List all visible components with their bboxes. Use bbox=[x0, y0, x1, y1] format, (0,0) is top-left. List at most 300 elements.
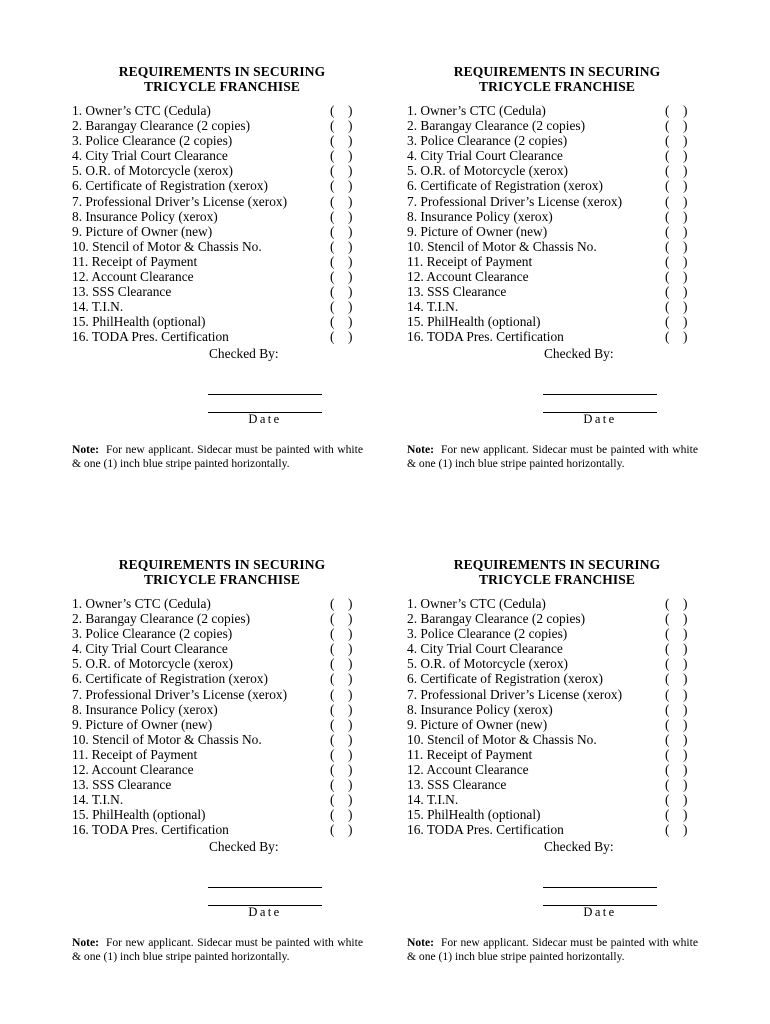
checkbox-close-paren: ) bbox=[348, 716, 353, 732]
checkbox-close-paren: ) bbox=[683, 284, 688, 300]
requirement-item bbox=[407, 792, 707, 807]
checkbox-open-paren: ( bbox=[665, 611, 670, 627]
requirement-label: 11. Receipt of Payment bbox=[72, 746, 198, 762]
checkbox-open-paren: ( bbox=[665, 269, 670, 285]
checked-by-label: Checked By: bbox=[544, 838, 614, 854]
checkbox-open-paren: ( bbox=[665, 284, 670, 300]
requirement-item bbox=[72, 299, 372, 314]
checkbox-close-paren: ) bbox=[683, 148, 688, 164]
requirement-item bbox=[407, 717, 707, 732]
requirement-item bbox=[407, 148, 707, 163]
note-text: For new applicant. Sidecar must be painted with white & one (1) inch blue stripe painted horizontally. bbox=[72, 935, 364, 963]
requirement-label: 5. O.R. of Motorcycle (xerox) bbox=[72, 163, 234, 179]
requirement-label: 11. Receipt of Payment bbox=[407, 253, 533, 269]
requirements-form-1 bbox=[72, 64, 372, 471]
checkbox-close-paren: ) bbox=[683, 626, 688, 642]
form-title-line2: TRICYCLE FRANCHISE bbox=[144, 79, 300, 94]
checkbox-open-paren: ( bbox=[330, 822, 335, 838]
requirement-item bbox=[407, 314, 707, 329]
requirement-item bbox=[72, 611, 372, 626]
checkbox-close-paren: ) bbox=[348, 284, 353, 300]
form-title-line1: REQUIREMENTS IN SECURING bbox=[453, 557, 661, 572]
requirement-label: 1. Owner’s CTC (Cedula) bbox=[72, 103, 211, 118]
checkbox-open-paren: ( bbox=[330, 792, 335, 808]
requirement-label: 13. SSS Clearance bbox=[407, 777, 507, 793]
requirement-item bbox=[72, 269, 372, 284]
requirement-label: 4. City Trial Court Clearance bbox=[407, 641, 563, 657]
checkbox-close-paren: ) bbox=[683, 253, 688, 269]
requirement-label: 13. SSS Clearance bbox=[72, 284, 172, 300]
requirement-label: 7. Professional Driver’s License (xerox) bbox=[72, 193, 288, 209]
requirement-label: 16. TODA Pres. Certification bbox=[72, 329, 229, 345]
checkbox-open-paren: ( bbox=[665, 208, 670, 224]
requirement-item bbox=[407, 807, 707, 822]
requirement-label: 7. Professional Driver’s License (xerox) bbox=[407, 686, 623, 702]
requirement-item bbox=[407, 777, 707, 792]
signature-line bbox=[208, 394, 322, 395]
requirement-label: 8. Insurance Policy (xerox) bbox=[72, 701, 218, 717]
requirement-item bbox=[407, 329, 707, 344]
checkbox-open-paren: ( bbox=[330, 163, 335, 179]
checkbox-open-paren: ( bbox=[330, 746, 335, 762]
requirement-item bbox=[72, 254, 372, 269]
requirement-label: 14. T.I.N. bbox=[72, 792, 124, 808]
checkbox-open-paren: ( bbox=[330, 208, 335, 224]
checkbox-open-paren: ( bbox=[330, 193, 335, 209]
requirement-item bbox=[407, 224, 707, 239]
checkbox-close-paren: ) bbox=[683, 103, 688, 118]
requirement-item bbox=[72, 103, 372, 118]
checkbox-close-paren: ) bbox=[683, 314, 688, 330]
requirement-label: 10. Stencil of Motor & Chassis No. bbox=[72, 731, 262, 747]
checkbox-close-paren: ) bbox=[348, 299, 353, 315]
checkbox-open-paren: ( bbox=[330, 253, 335, 269]
requirement-label: 2. Barangay Clearance (2 copies) bbox=[72, 118, 251, 134]
requirement-item bbox=[407, 671, 707, 686]
requirement-label: 15. PhilHealth (optional) bbox=[72, 807, 206, 823]
checkbox-close-paren: ) bbox=[683, 701, 688, 717]
checkbox-close-paren: ) bbox=[683, 269, 688, 285]
requirement-label: 15. PhilHealth (optional) bbox=[72, 314, 206, 330]
note-label: Note: bbox=[72, 442, 100, 456]
requirement-item bbox=[72, 163, 372, 178]
requirement-item bbox=[72, 822, 372, 837]
requirement-item bbox=[72, 747, 372, 762]
checkbox-open-paren: ( bbox=[330, 777, 335, 793]
checkbox-close-paren: ) bbox=[348, 596, 353, 611]
requirement-label: 8. Insurance Policy (xerox) bbox=[407, 208, 553, 224]
checkbox-close-paren: ) bbox=[683, 746, 688, 762]
checkbox-open-paren: ( bbox=[330, 671, 335, 687]
requirement-item bbox=[72, 314, 372, 329]
checkbox-open-paren: ( bbox=[665, 193, 670, 209]
checkbox-close-paren: ) bbox=[348, 178, 353, 194]
requirement-label: 9. Picture of Owner (new) bbox=[407, 716, 548, 732]
requirement-label: 12. Account Clearance bbox=[72, 762, 194, 778]
requirement-item bbox=[72, 641, 372, 656]
requirement-label: 4. City Trial Court Clearance bbox=[72, 148, 228, 164]
requirement-item bbox=[72, 239, 372, 254]
requirement-item bbox=[72, 118, 372, 133]
checkbox-open-paren: ( bbox=[330, 641, 335, 657]
requirements-form-4 bbox=[407, 557, 707, 964]
requirement-item bbox=[407, 194, 707, 209]
checkbox-close-paren: ) bbox=[348, 822, 353, 838]
checkbox-open-paren: ( bbox=[665, 626, 670, 642]
requirement-item bbox=[72, 702, 372, 717]
checkbox-open-paren: ( bbox=[665, 299, 670, 315]
form-title-line2: TRICYCLE FRANCHISE bbox=[144, 572, 300, 587]
checkbox-open-paren: ( bbox=[330, 178, 335, 194]
checkbox-close-paren: ) bbox=[348, 686, 353, 702]
form-title bbox=[407, 64, 707, 94]
requirement-item bbox=[407, 641, 707, 656]
checkbox-open-paren: ( bbox=[330, 314, 335, 330]
requirement-label: 16. TODA Pres. Certification bbox=[407, 822, 564, 838]
checkbox-close-paren: ) bbox=[348, 746, 353, 762]
form-title bbox=[72, 557, 372, 587]
requirement-label: 2. Barangay Clearance (2 copies) bbox=[407, 611, 586, 627]
requirement-label: 3. Police Clearance (2 copies) bbox=[72, 133, 233, 149]
requirement-item bbox=[72, 329, 372, 344]
requirement-label: 5. O.R. of Motorcycle (xerox) bbox=[407, 656, 569, 672]
checkbox-open-paren: ( bbox=[330, 133, 335, 149]
checkbox-close-paren: ) bbox=[348, 314, 353, 330]
checkbox-close-paren: ) bbox=[348, 671, 353, 687]
checkbox-close-paren: ) bbox=[683, 792, 688, 808]
checkbox-open-paren: ( bbox=[665, 314, 670, 330]
checkbox-open-paren: ( bbox=[665, 178, 670, 194]
note bbox=[407, 936, 698, 964]
requirement-label: 13. SSS Clearance bbox=[72, 777, 172, 793]
checkbox-open-paren: ( bbox=[330, 269, 335, 285]
checkbox-close-paren: ) bbox=[683, 611, 688, 627]
requirement-label: 2. Barangay Clearance (2 copies) bbox=[407, 118, 586, 134]
checked-by-label: Checked By: bbox=[209, 838, 279, 854]
checkbox-close-paren: ) bbox=[348, 193, 353, 209]
date-label: Date bbox=[583, 411, 617, 426]
requirement-item bbox=[407, 687, 707, 702]
checkbox-close-paren: ) bbox=[683, 731, 688, 747]
signature-block bbox=[407, 854, 707, 919]
checkbox-close-paren: ) bbox=[348, 253, 353, 269]
note-text: For new applicant. Sidecar must be painted with white & one (1) inch blue stripe painted horizontally. bbox=[407, 935, 699, 963]
checkbox-open-paren: ( bbox=[665, 596, 670, 611]
checkbox-open-paren: ( bbox=[330, 716, 335, 732]
checkbox-close-paren: ) bbox=[348, 208, 353, 224]
form-title bbox=[72, 64, 372, 94]
requirement-label: 10. Stencil of Motor & Chassis No. bbox=[407, 238, 597, 254]
requirement-item bbox=[407, 762, 707, 777]
date-label: Date bbox=[248, 411, 282, 426]
checkbox-open-paren: ( bbox=[330, 223, 335, 239]
checkbox-close-paren: ) bbox=[683, 671, 688, 687]
requirement-item bbox=[407, 822, 707, 837]
requirement-label: 9. Picture of Owner (new) bbox=[72, 716, 213, 732]
checkbox-close-paren: ) bbox=[348, 163, 353, 179]
requirement-label: 15. PhilHealth (optional) bbox=[407, 807, 541, 823]
checkbox-close-paren: ) bbox=[683, 686, 688, 702]
requirement-label: 6. Certificate of Registration (xerox) bbox=[72, 178, 268, 194]
checkbox-close-paren: ) bbox=[683, 178, 688, 194]
checkbox-close-paren: ) bbox=[348, 269, 353, 285]
requirement-item bbox=[407, 284, 707, 299]
checkbox-open-paren: ( bbox=[665, 777, 670, 793]
checkbox-open-paren: ( bbox=[665, 223, 670, 239]
requirement-label: 7. Professional Driver’s License (xerox) bbox=[407, 193, 623, 209]
requirement-item bbox=[407, 209, 707, 224]
requirement-label: 11. Receipt of Payment bbox=[407, 746, 533, 762]
note bbox=[72, 936, 363, 964]
signature-line bbox=[208, 887, 322, 888]
requirement-label: 12. Account Clearance bbox=[407, 269, 529, 285]
checkbox-open-paren: ( bbox=[665, 822, 670, 838]
checkbox-open-paren: ( bbox=[330, 118, 335, 134]
form-title-line1: REQUIREMENTS IN SECURING bbox=[118, 557, 326, 572]
form-title-line2: TRICYCLE FRANCHISE bbox=[479, 79, 635, 94]
checkbox-close-paren: ) bbox=[348, 641, 353, 657]
checkbox-open-paren: ( bbox=[665, 671, 670, 687]
checkbox-open-paren: ( bbox=[665, 792, 670, 808]
requirement-label: 9. Picture of Owner (new) bbox=[407, 223, 548, 239]
checkbox-close-paren: ) bbox=[683, 822, 688, 838]
checkbox-close-paren: ) bbox=[683, 238, 688, 254]
requirement-item bbox=[72, 284, 372, 299]
requirement-item bbox=[407, 747, 707, 762]
requirement-label: 3. Police Clearance (2 copies) bbox=[407, 626, 568, 642]
requirement-item bbox=[72, 224, 372, 239]
requirement-item bbox=[72, 148, 372, 163]
checkbox-open-paren: ( bbox=[665, 731, 670, 747]
note bbox=[72, 443, 363, 471]
checkbox-open-paren: ( bbox=[330, 299, 335, 315]
requirement-label: 1. Owner’s CTC (Cedula) bbox=[72, 596, 211, 611]
signature-block bbox=[72, 361, 372, 426]
checkbox-open-paren: ( bbox=[330, 103, 335, 118]
checkbox-close-paren: ) bbox=[683, 777, 688, 793]
checkbox-close-paren: ) bbox=[348, 223, 353, 239]
requirements-list bbox=[407, 596, 707, 838]
requirement-item bbox=[407, 103, 707, 118]
checkbox-close-paren: ) bbox=[348, 611, 353, 627]
checkbox-open-paren: ( bbox=[665, 641, 670, 657]
requirement-item bbox=[72, 807, 372, 822]
checkbox-close-paren: ) bbox=[348, 133, 353, 149]
signature-block bbox=[407, 361, 707, 426]
form-title-line2: TRICYCLE FRANCHISE bbox=[479, 572, 635, 587]
requirement-item bbox=[72, 626, 372, 641]
checkbox-open-paren: ( bbox=[665, 329, 670, 345]
requirement-item bbox=[72, 687, 372, 702]
checkbox-close-paren: ) bbox=[683, 208, 688, 224]
checkbox-close-paren: ) bbox=[348, 329, 353, 345]
checkbox-open-paren: ( bbox=[665, 807, 670, 823]
checkbox-close-paren: ) bbox=[348, 238, 353, 254]
checkbox-open-paren: ( bbox=[665, 253, 670, 269]
requirement-label: 15. PhilHealth (optional) bbox=[407, 314, 541, 330]
checkbox-open-paren: ( bbox=[665, 133, 670, 149]
requirement-label: 1. Owner’s CTC (Cedula) bbox=[407, 103, 546, 118]
requirement-label: 8. Insurance Policy (xerox) bbox=[407, 701, 553, 717]
requirement-item bbox=[72, 717, 372, 732]
note-text: For new applicant. Sidecar must be painted with white & one (1) inch blue stripe painted horizontally. bbox=[407, 442, 699, 470]
checkbox-open-paren: ( bbox=[665, 701, 670, 717]
requirement-item bbox=[407, 118, 707, 133]
checkbox-close-paren: ) bbox=[348, 777, 353, 793]
requirement-label: 4. City Trial Court Clearance bbox=[72, 641, 228, 657]
requirements-list bbox=[72, 103, 372, 345]
checkbox-open-paren: ( bbox=[665, 103, 670, 118]
requirements-form-3 bbox=[72, 557, 372, 964]
checked-by-label: Checked By: bbox=[544, 345, 614, 361]
requirement-label: 4. City Trial Court Clearance bbox=[407, 148, 563, 164]
requirement-label: 12. Account Clearance bbox=[407, 762, 529, 778]
requirement-item bbox=[407, 133, 707, 148]
requirement-item bbox=[72, 762, 372, 777]
checkbox-close-paren: ) bbox=[348, 807, 353, 823]
requirement-label: 16. TODA Pres. Certification bbox=[72, 822, 229, 838]
requirement-label: 13. SSS Clearance bbox=[407, 284, 507, 300]
requirement-item bbox=[72, 792, 372, 807]
requirement-label: 2. Barangay Clearance (2 copies) bbox=[72, 611, 251, 627]
form-title-line1: REQUIREMENTS IN SECURING bbox=[453, 64, 661, 79]
checkbox-open-paren: ( bbox=[330, 238, 335, 254]
checkbox-open-paren: ( bbox=[665, 746, 670, 762]
checkbox-open-paren: ( bbox=[330, 611, 335, 627]
requirement-item bbox=[72, 133, 372, 148]
note-text: For new applicant. Sidecar must be painted with white & one (1) inch blue stripe painted horizontally. bbox=[72, 442, 364, 470]
requirement-item bbox=[407, 611, 707, 626]
checkbox-close-paren: ) bbox=[348, 148, 353, 164]
requirement-item bbox=[72, 596, 372, 611]
checkbox-close-paren: ) bbox=[348, 762, 353, 778]
requirement-label: 9. Picture of Owner (new) bbox=[72, 223, 213, 239]
requirement-label: 16. TODA Pres. Certification bbox=[407, 329, 564, 345]
form-title-line1: REQUIREMENTS IN SECURING bbox=[118, 64, 326, 79]
checkbox-open-paren: ( bbox=[330, 656, 335, 672]
checkbox-open-paren: ( bbox=[330, 329, 335, 345]
note-label: Note: bbox=[407, 442, 435, 456]
requirements-list bbox=[72, 596, 372, 838]
requirement-label: 1. Owner’s CTC (Cedula) bbox=[407, 596, 546, 611]
checkbox-close-paren: ) bbox=[683, 762, 688, 778]
checkbox-open-paren: ( bbox=[330, 686, 335, 702]
requirement-label: 11. Receipt of Payment bbox=[72, 253, 198, 269]
checkbox-open-paren: ( bbox=[330, 701, 335, 717]
checkbox-open-paren: ( bbox=[330, 731, 335, 747]
signature-line bbox=[543, 394, 657, 395]
requirements-list bbox=[407, 103, 707, 345]
requirement-item bbox=[72, 178, 372, 193]
requirement-item bbox=[407, 702, 707, 717]
checkbox-close-paren: ) bbox=[348, 731, 353, 747]
checkbox-open-paren: ( bbox=[665, 686, 670, 702]
requirement-item bbox=[407, 178, 707, 193]
requirements-form-2 bbox=[407, 64, 707, 471]
checkbox-open-paren: ( bbox=[665, 716, 670, 732]
requirement-label: 10. Stencil of Motor & Chassis No. bbox=[72, 238, 262, 254]
checkbox-close-paren: ) bbox=[683, 193, 688, 209]
requirement-item bbox=[72, 209, 372, 224]
checkbox-close-paren: ) bbox=[683, 329, 688, 345]
requirement-item bbox=[407, 163, 707, 178]
checkbox-close-paren: ) bbox=[683, 807, 688, 823]
checkbox-open-paren: ( bbox=[665, 656, 670, 672]
requirement-label: 6. Certificate of Registration (xerox) bbox=[407, 178, 603, 194]
requirement-item bbox=[72, 777, 372, 792]
requirement-item bbox=[407, 626, 707, 641]
checkbox-close-paren: ) bbox=[348, 626, 353, 642]
signature-block bbox=[72, 854, 372, 919]
requirement-label: 3. Police Clearance (2 copies) bbox=[72, 626, 233, 642]
note-label: Note: bbox=[72, 935, 100, 949]
checkbox-open-paren: ( bbox=[665, 762, 670, 778]
requirement-item bbox=[72, 732, 372, 747]
checkbox-close-paren: ) bbox=[348, 103, 353, 118]
checkbox-open-paren: ( bbox=[330, 626, 335, 642]
requirement-item bbox=[72, 671, 372, 686]
requirement-label: 5. O.R. of Motorcycle (xerox) bbox=[407, 163, 569, 179]
requirement-item bbox=[72, 656, 372, 671]
checkbox-open-paren: ( bbox=[665, 148, 670, 164]
checkbox-open-paren: ( bbox=[330, 284, 335, 300]
checkbox-close-paren: ) bbox=[683, 596, 688, 611]
requirement-label: 6. Certificate of Registration (xerox) bbox=[407, 671, 603, 687]
requirement-label: 5. O.R. of Motorcycle (xerox) bbox=[72, 656, 234, 672]
requirement-item bbox=[407, 269, 707, 284]
checkbox-open-paren: ( bbox=[330, 596, 335, 611]
checkbox-open-paren: ( bbox=[330, 762, 335, 778]
checkbox-close-paren: ) bbox=[683, 163, 688, 179]
checkbox-close-paren: ) bbox=[348, 701, 353, 717]
checkbox-open-paren: ( bbox=[330, 807, 335, 823]
checkbox-close-paren: ) bbox=[348, 792, 353, 808]
requirement-item bbox=[407, 239, 707, 254]
date-label: Date bbox=[248, 904, 282, 919]
checkbox-open-paren: ( bbox=[330, 148, 335, 164]
checkbox-close-paren: ) bbox=[683, 133, 688, 149]
checkbox-open-paren: ( bbox=[665, 118, 670, 134]
checkbox-close-paren: ) bbox=[683, 118, 688, 134]
requirement-label: 14. T.I.N. bbox=[407, 299, 459, 315]
requirement-item bbox=[407, 732, 707, 747]
form-title bbox=[407, 557, 707, 587]
requirement-label: 6. Certificate of Registration (xerox) bbox=[72, 671, 268, 687]
checkbox-close-paren: ) bbox=[683, 716, 688, 732]
checked-by-label: Checked By: bbox=[209, 345, 279, 361]
checkbox-open-paren: ( bbox=[665, 238, 670, 254]
date-label: Date bbox=[583, 904, 617, 919]
requirement-item bbox=[407, 254, 707, 269]
checkbox-close-paren: ) bbox=[683, 223, 688, 239]
requirement-item bbox=[407, 596, 707, 611]
signature-line bbox=[543, 887, 657, 888]
note-label: Note: bbox=[407, 935, 435, 949]
checkbox-open-paren: ( bbox=[665, 163, 670, 179]
checkbox-close-paren: ) bbox=[683, 641, 688, 657]
requirement-label: 7. Professional Driver’s License (xerox) bbox=[72, 686, 288, 702]
checkbox-close-paren: ) bbox=[348, 656, 353, 672]
requirement-label: 14. T.I.N. bbox=[72, 299, 124, 315]
checkbox-close-paren: ) bbox=[683, 299, 688, 315]
requirement-label: 8. Insurance Policy (xerox) bbox=[72, 208, 218, 224]
requirement-item bbox=[407, 656, 707, 671]
checkbox-close-paren: ) bbox=[683, 656, 688, 672]
note bbox=[407, 443, 698, 471]
checkbox-close-paren: ) bbox=[348, 118, 353, 134]
requirement-label: 3. Police Clearance (2 copies) bbox=[407, 133, 568, 149]
requirement-item bbox=[407, 299, 707, 314]
